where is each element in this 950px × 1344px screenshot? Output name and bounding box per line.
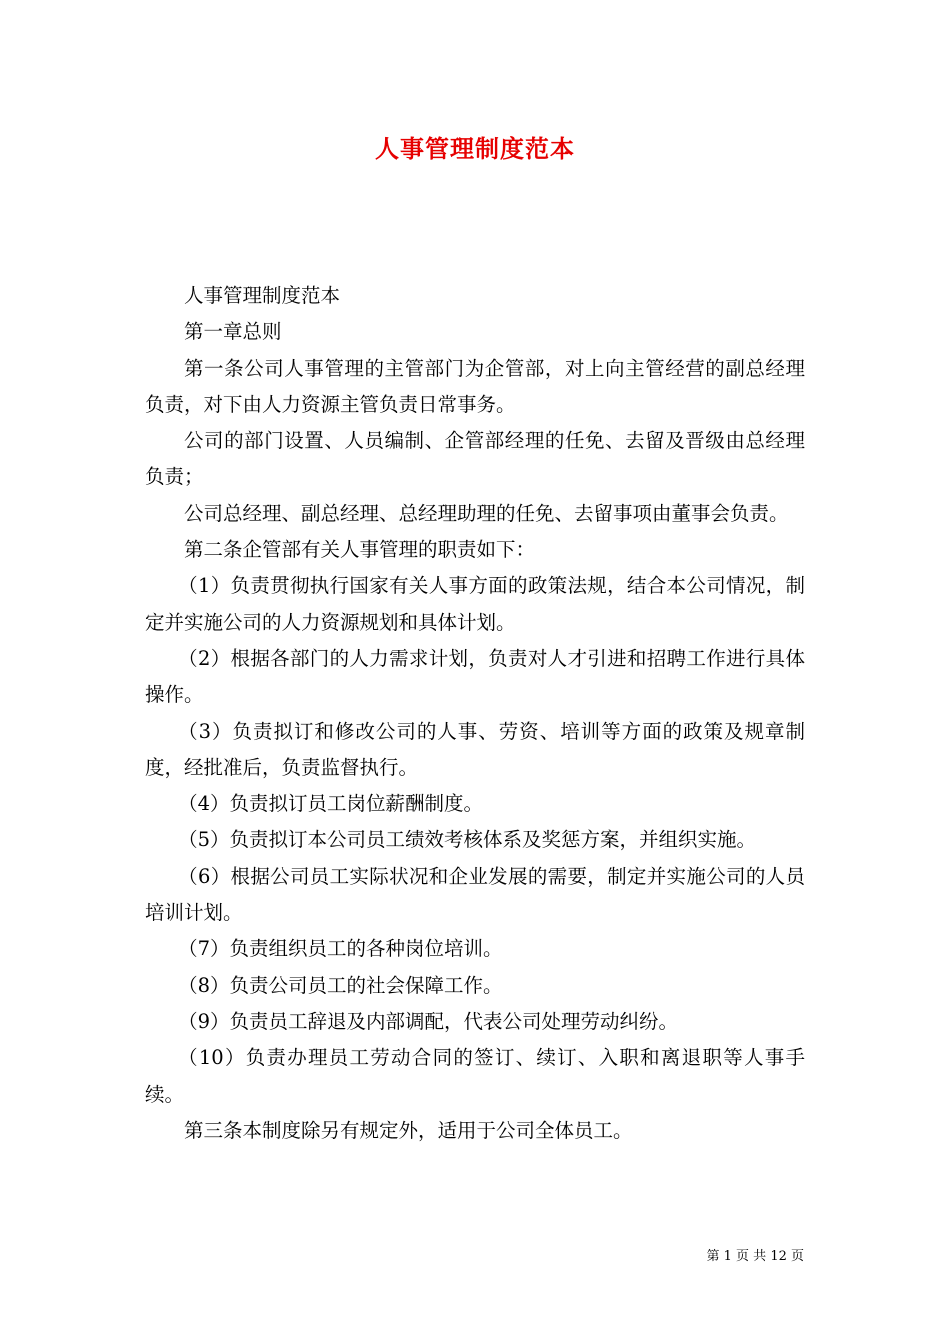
- list-item-duty-8: （8）负责公司员工的社会保障工作。: [178, 973, 503, 997]
- list-item-duty-3: （3）负责拟订和修改公司的人事、劳资、培训等方面的政策及规章制度，经批准后，负责监督执行。: [145, 719, 805, 779]
- list-item-duty-4: （4）负责拟订员工岗位薪酬制度。: [178, 792, 484, 816]
- paragraph-chapter-1: 第一章总则: [184, 320, 282, 344]
- list-item-duty-2: （2）根据各部门的人力需求计划，负责对人才引进和招聘工作进行具体操作。: [145, 646, 805, 707]
- list-item-duty-5: （5）负责拟订本公司员工绩效考核体系及奖惩方案，并组织实施。: [178, 828, 757, 852]
- paragraph-article-1: 第一条公司人事管理的主管部门为企管部，对上向主管经营的副总经理负责，对下由人力资源主管负责日常事务。: [145, 356, 805, 416]
- paragraph-article-3: 第三条本制度除另有规定外，适用于公司全体员工。: [184, 1118, 633, 1142]
- document-title: 人事管理制度范本: [375, 134, 575, 163]
- page-number-footer: 第 1 页 共 12 页: [706, 1249, 804, 1264]
- list-item-duty-9: （9）负责员工辞退及内部调配，代表公司处理劳动纠纷。: [178, 1009, 679, 1033]
- list-item-duty-7: （7）负责组织员工的各种岗位培训。: [178, 937, 503, 961]
- list-item-duty-10: （10）负责办理员工劳动合同的签订、续订、入职和离退职等人事手续。: [145, 1046, 805, 1106]
- paragraph-article-2: 第二条企管部有关人事管理的职责如下：: [184, 538, 536, 562]
- paragraph-department-setup: 公司的部门设置、人员编制、企管部经理的任免、去留及晋级由总经理负责；: [145, 429, 805, 489]
- list-item-duty-1: （1）负责贯彻执行国家有关人事方面的政策法规，结合本公司情况，制定并实施公司的人力资源规划和具体计划。: [145, 574, 805, 634]
- paragraph-heading: 人事管理制度范本: [184, 284, 341, 307]
- document-body: [145, 278, 805, 1149]
- paragraph-executive-appointment: 公司总经理、副总经理、总经理助理的任免、去留事项由董事会负责。: [184, 501, 789, 525]
- list-item-duty-6: （6）根据公司员工实际状况和企业发展的需要，制定并实施公司的人员培训计划。: [145, 864, 805, 925]
